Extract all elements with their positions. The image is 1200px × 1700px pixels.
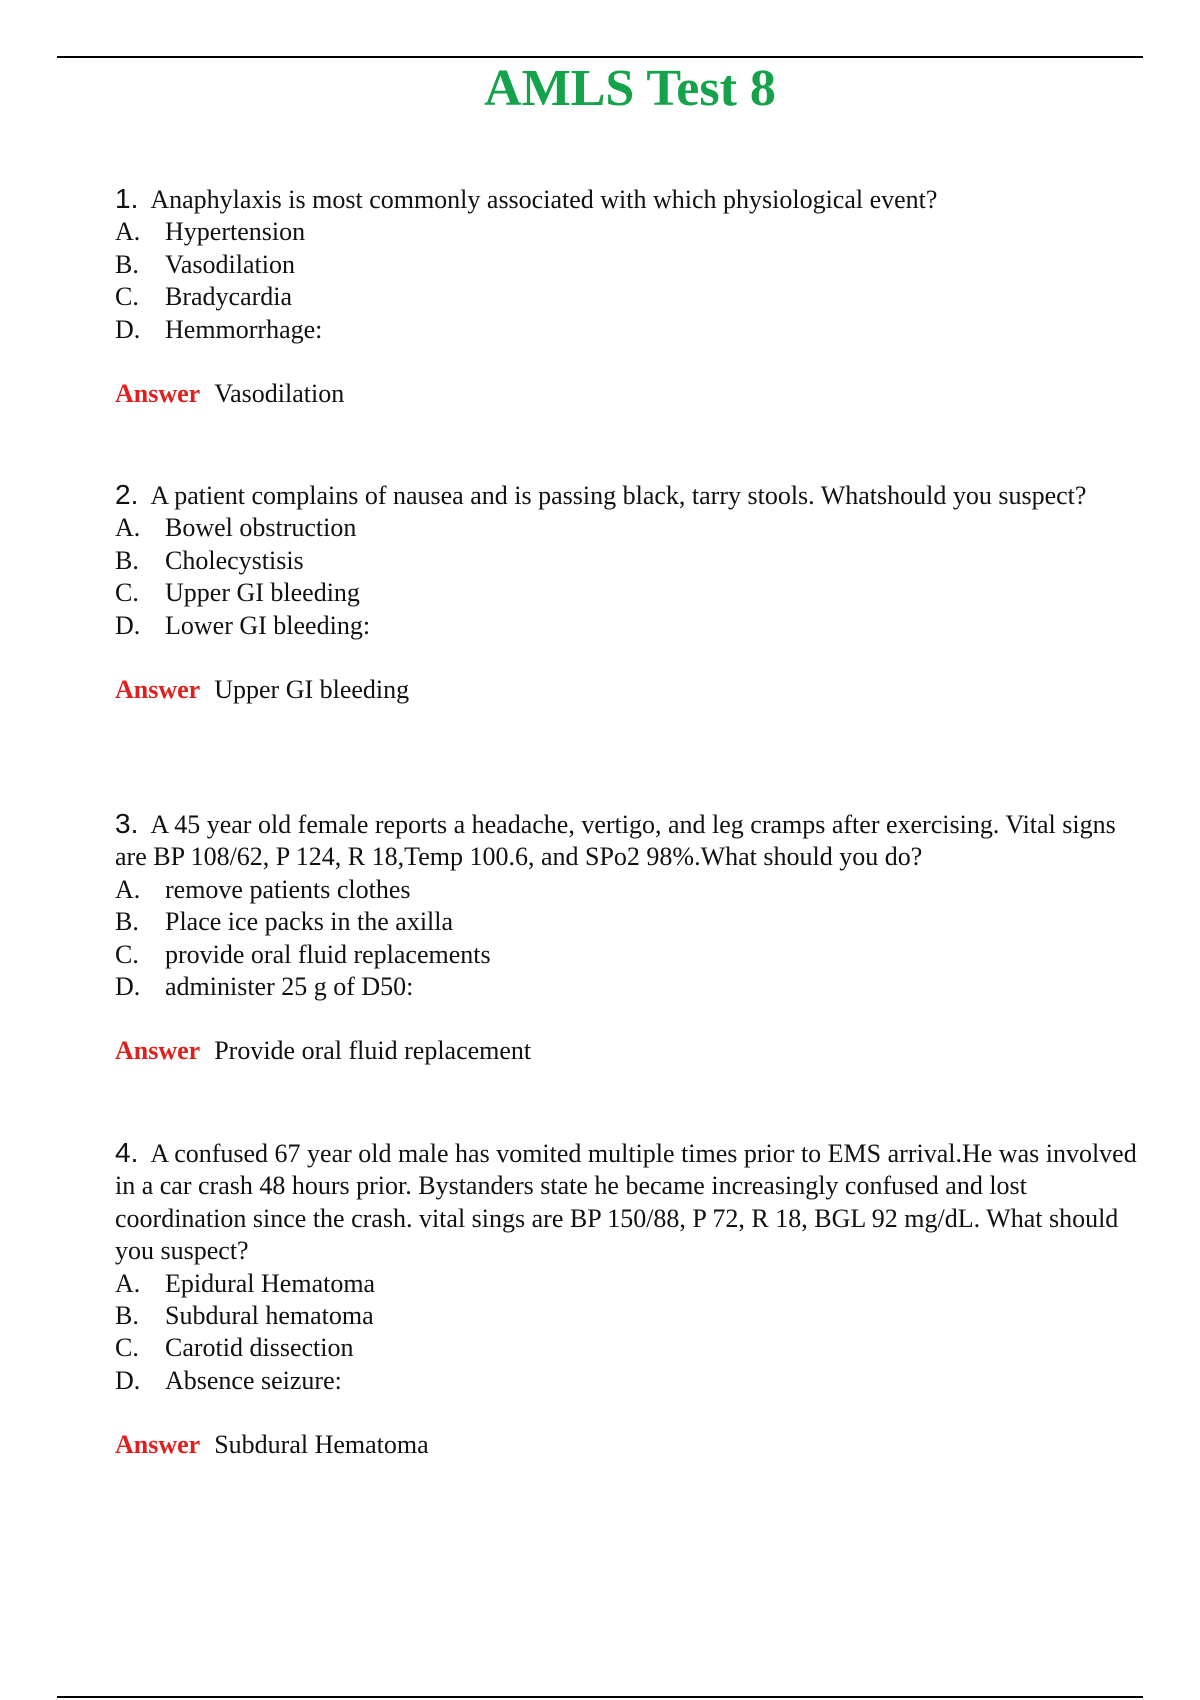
option-list (115, 512, 1145, 642)
option-letter: B. (115, 249, 139, 279)
option-d (115, 314, 1145, 346)
document-title: AMLS Test 8 (484, 60, 776, 117)
option-text: provide oral fluid replacements (165, 939, 491, 969)
option-text: Carotid dissection (165, 1333, 354, 1363)
option-letter: C. (115, 939, 139, 969)
option-d (115, 610, 1145, 642)
question-number: 1. (115, 183, 139, 214)
question-text: A patient complains of nausea and is passing black, tarry stools. Whatshould you suspect? (150, 481, 1087, 510)
question-3 (115, 808, 1145, 1067)
option-letter: A. (115, 513, 141, 543)
option-list (115, 1268, 1145, 1398)
option-letter: D. (115, 610, 141, 640)
option-text: Absence seizure: (165, 1365, 342, 1395)
option-text: Subdural hematoma (165, 1301, 374, 1331)
option-text: Cholecystisis (165, 545, 304, 575)
option-a (115, 874, 1145, 906)
answer-label: Answer (115, 379, 201, 409)
option-letter: C. (115, 1333, 139, 1363)
question-stem (115, 808, 1145, 874)
option-text: Vasodilation (165, 249, 295, 279)
option-text: Epidural Hematoma (165, 1268, 376, 1298)
answer-label: Answer (115, 675, 201, 705)
option-a (115, 512, 1145, 544)
option-b (115, 1300, 1145, 1332)
question-stem (115, 479, 1145, 512)
answer-line (115, 378, 1145, 410)
answer-label: Answer (115, 1430, 201, 1460)
option-c (115, 577, 1145, 609)
question-text: Anaphylaxis is most commonly associated with which physiological event? (150, 185, 938, 214)
option-b (115, 906, 1145, 938)
option-letter: A. (115, 1268, 141, 1298)
question-4 (115, 1137, 1145, 1461)
option-text: Hemmorrhage: (165, 314, 323, 344)
option-b (115, 249, 1145, 281)
answer-text: Upper GI bleeding (214, 675, 410, 705)
question-number: 4. (115, 1137, 139, 1168)
option-letter: C. (115, 282, 139, 312)
question-stem (115, 1137, 1145, 1268)
option-text: Bowel obstruction (165, 513, 357, 543)
option-b (115, 545, 1145, 577)
answer-line (115, 674, 1145, 706)
option-text: Lower GI bleeding: (165, 610, 371, 640)
bottom-rule (57, 1696, 1143, 1698)
option-text: Upper GI bleeding (165, 578, 360, 608)
option-d (115, 1365, 1145, 1397)
option-letter: C. (115, 578, 139, 608)
option-text: Place ice packs in the axilla (165, 907, 454, 937)
option-letter: D. (115, 1365, 141, 1395)
option-letter: B. (115, 907, 139, 937)
option-list (115, 874, 1145, 1004)
answer-line (115, 1429, 1145, 1461)
question-1 (115, 183, 1145, 410)
option-text: remove patients clothes (165, 874, 411, 904)
option-text: Hypertension (165, 217, 306, 247)
answer-line (115, 1035, 1145, 1067)
option-letter: D. (115, 314, 141, 344)
answer-text: Subdural Hematoma (214, 1430, 429, 1460)
option-letter: B. (115, 1301, 139, 1331)
option-c (115, 281, 1145, 313)
option-a (115, 1268, 1145, 1300)
option-text: administer 25 g of D50: (165, 972, 414, 1002)
option-letter: A. (115, 217, 141, 247)
question-number: 3. (115, 808, 139, 839)
option-letter: A. (115, 874, 141, 904)
option-list (115, 216, 1145, 346)
answer-label: Answer (115, 1036, 201, 1066)
question-text: A 45 year old female reports a headache, vertigo, and leg cramps after exercising. Vital signs are BP 108/62, P 124, R 18,Temp 100.6, and SPo2 98%.What should you do? (115, 810, 1116, 872)
option-d (115, 971, 1145, 1003)
option-letter: B. (115, 545, 139, 575)
answer-text: Vasodilation (214, 379, 345, 409)
option-a (115, 216, 1145, 248)
question-text: A confused 67 year old male has vomited multiple times prior to EMS arrival.He was involved in a car crash 48 hours prior. Bystanders state he became increasingly confused and lost coordination since the crash. vital sings are BP 150/88, P 72, R 18, BGL 92 mg/dL. What should you suspect? (115, 1139, 1137, 1266)
question-stem (115, 183, 1145, 216)
option-text: Bradycardia (165, 282, 293, 312)
option-c (115, 1332, 1145, 1364)
answer-text: Provide oral fluid replacement (214, 1036, 532, 1066)
question-2 (115, 479, 1145, 706)
option-c (115, 939, 1145, 971)
option-letter: D. (115, 972, 141, 1002)
question-number: 2. (115, 479, 139, 510)
